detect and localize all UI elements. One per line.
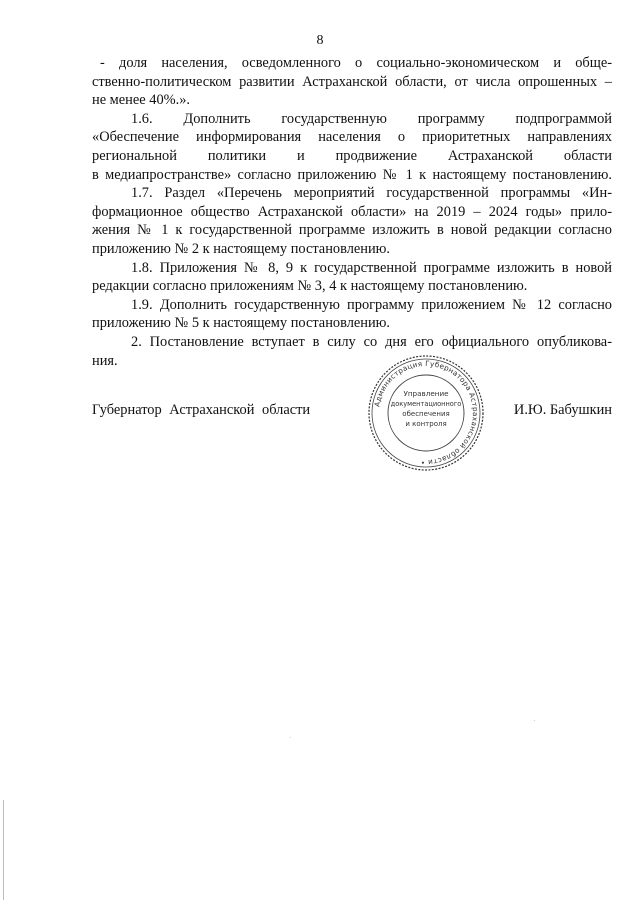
seal-graphic	[366, 353, 486, 473]
page-number: 8	[316, 33, 324, 48]
seal-outer-text: Администрация Губернатора Астраханской области •	[372, 358, 481, 468]
scan-speck	[290, 737, 291, 738]
paragraph-2-line-4: в медиапространстве» согласно приложению № 1 к настоящему постановлению.	[92, 166, 612, 183]
paragraph-4-line-2: редакции согласно приложениям № 3, 4 к настоящему постановлению.	[92, 278, 528, 295]
seal-inner-line-3: обеспечения	[402, 410, 450, 418]
seal-inner-line-1: Управление	[403, 389, 449, 398]
paragraph-3-line-3: жения № 1 к государственной программе изложить в новой редакции согласно	[92, 222, 612, 239]
scan-speck	[534, 720, 535, 721]
official-seal-stamp	[366, 353, 486, 473]
paragraph-6-line-2: ния.	[92, 352, 118, 369]
paragraph-2-line-1: 1.6. Дополнить государственную программу подпрограммой	[131, 110, 612, 127]
document-body	[92, 54, 612, 370]
paragraph-1-line-3: не менее 40%.».	[92, 92, 191, 109]
paragraph-2-line-2: «Обеспечение информирования населения о приоритетных направлениях	[92, 129, 612, 146]
signatory-name: И.Ю. Бабушкин	[513, 402, 612, 418]
scan-margin-line	[3, 800, 4, 900]
paragraph-3-line-2: формационное общество Астраханской области» на 2019 – 2024 годы» прило-	[92, 203, 612, 220]
seal-inner-line-2: документационного	[390, 400, 462, 408]
paragraph-6-line-1: 2. Постановление вступает в силу со дня его официального опубликова-	[131, 333, 612, 350]
seal-inner-line-4: и контроля	[405, 420, 447, 428]
paragraph-3-line-4: приложению № 2 к настоящему постановлению.	[92, 240, 391, 257]
paragraph-2-line-3: региональной политики и продвижение Астраханской области	[92, 147, 612, 164]
paragraph-1-line-1: - доля населения, осведомленного о социально-экономическом и обще-	[100, 55, 612, 71]
signatory-title: Губернатор Астраханской области	[92, 402, 311, 418]
paragraph-5-line-2: приложению № 5 к настоящему постановлению.	[92, 315, 391, 332]
paragraph-1-line-2: ственно-политическом развитии Астраханской области, от числа опрошенных –	[92, 73, 612, 90]
paragraph-4-line-1: 1.8. Приложения № 8, 9 к государственной программе изложить в новой	[131, 259, 612, 276]
paragraph-5-line-1: 1.9. Дополнить государственную программу приложением № 12 согласно	[131, 296, 612, 313]
paragraph-3-line-1: 1.7. Раздел «Перечень мероприятий государственной программы «Ин-	[131, 185, 612, 202]
